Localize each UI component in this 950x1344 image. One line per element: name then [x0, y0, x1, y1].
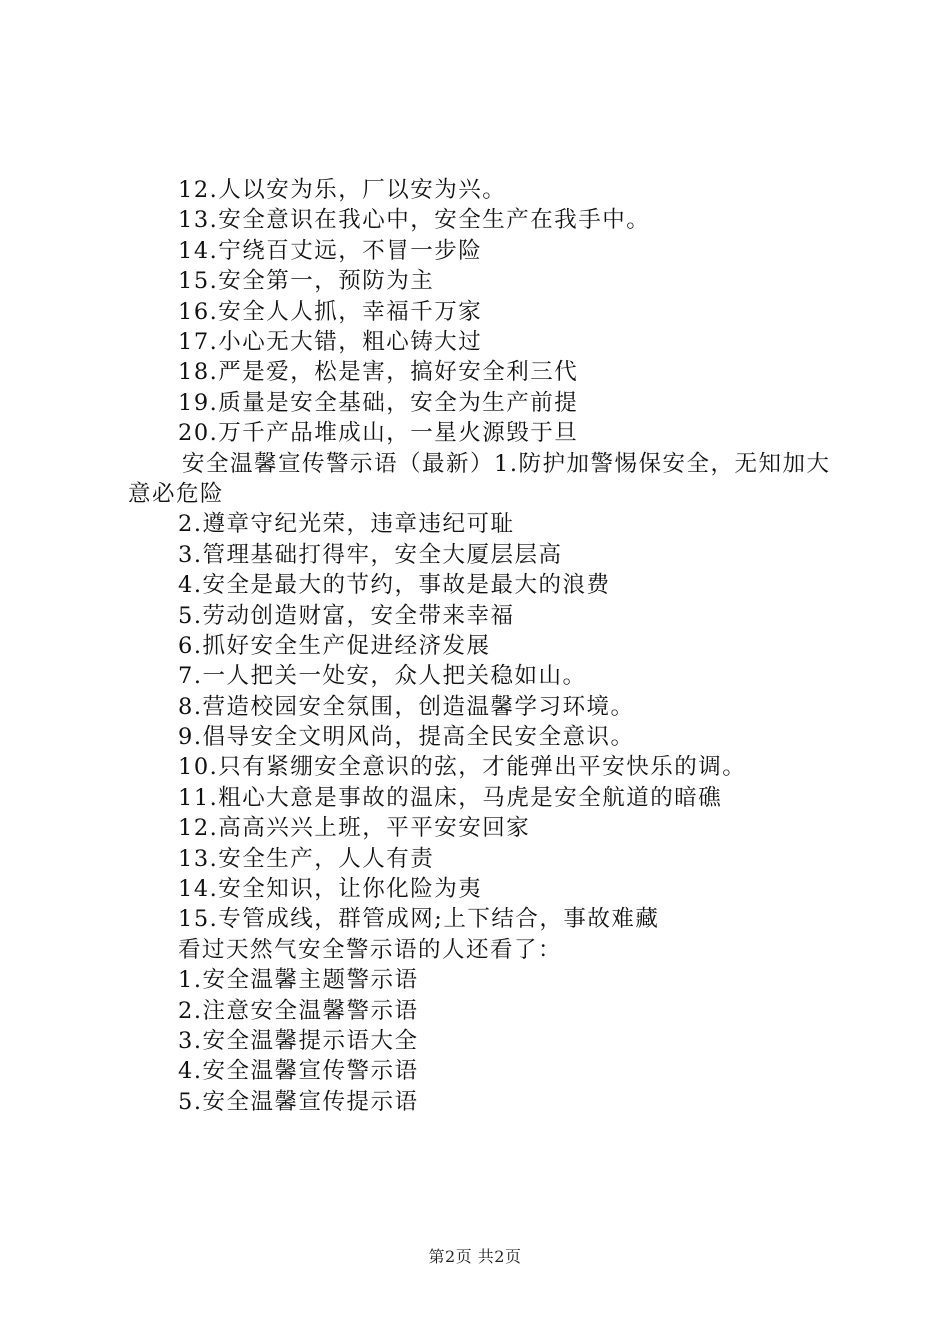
- text-line: 9.倡导安全文明风尚，提高全民安全意识。: [178, 724, 635, 751]
- text-line: 10.只有紧绷安全意识的弦，才能弹出平安快乐的调。: [178, 754, 747, 781]
- text-line: 15.安全第一，预防为主: [178, 268, 435, 295]
- text-line: 2.遵章守纪光荣，违章违纪可耻: [178, 511, 515, 538]
- text-line: 20.万千产品堆成山，一星火源毁于旦: [178, 420, 579, 447]
- related-item: 2.注意安全温馨警示语: [178, 997, 419, 1024]
- text-line: 18.严是爱，松是害，搞好安全利三代: [178, 359, 579, 386]
- related-item: 3.安全温馨提示语大全: [178, 1027, 419, 1054]
- text-line: 17.小心无大错，粗心铸大过: [178, 328, 483, 355]
- text-line: 14.宁绕百丈远，不冒一步险: [178, 237, 483, 264]
- section-paragraph: 安全温馨宣传警示语（最新）1.防护加警惕保安全，无知加大意必危险: [128, 450, 831, 507]
- text-line: 16.安全人人抓，幸福千万家: [178, 298, 483, 325]
- text-line: 7.一人把关一处安，众人把关稳如山。: [178, 663, 587, 690]
- text-line: 13.安全意识在我心中，安全生产在我手中。: [178, 207, 651, 234]
- document-body: [128, 175, 843, 1117]
- related-item: 1.安全温馨主题警示语: [178, 967, 419, 994]
- related-item: 5.安全温馨宣传提示语: [178, 1088, 419, 1115]
- text-line: 12.人以安为乐，厂以安为兴。: [178, 177, 507, 203]
- text-line: 12.高高兴兴上班，平平安安回家: [178, 815, 531, 842]
- text-line: 6.抓好安全生产促进经济发展: [178, 632, 491, 659]
- text-line: 13.安全生产，人人有责: [178, 845, 435, 872]
- text-line: 3.管理基础打得牢，安全大厦层层高: [178, 541, 563, 568]
- text-line: 19.质量是安全基础，安全为生产前提: [178, 389, 579, 416]
- related-heading: 看过天然气安全警示语的人还看了：: [178, 936, 563, 963]
- page-footer: 第2页 共2页: [428, 1247, 522, 1266]
- text-line: 15.专管成线，群管成网;上下结合，事故难藏: [178, 906, 660, 933]
- text-line: 14.安全知识，让你化险为夷: [178, 876, 483, 903]
- related-item: 4.安全温馨宣传警示语: [178, 1058, 419, 1085]
- text-line: 8.营造校园安全氛围，创造温馨学习环境。: [178, 693, 635, 720]
- text-line: 11.粗心大意是事故的温床，马虎是安全航道的暗礁: [178, 784, 723, 811]
- text-line: 4.安全是最大的节约，事故是最大的浪费: [178, 572, 611, 599]
- text-line: 5.劳动创造财富，安全带来幸福: [178, 602, 515, 629]
